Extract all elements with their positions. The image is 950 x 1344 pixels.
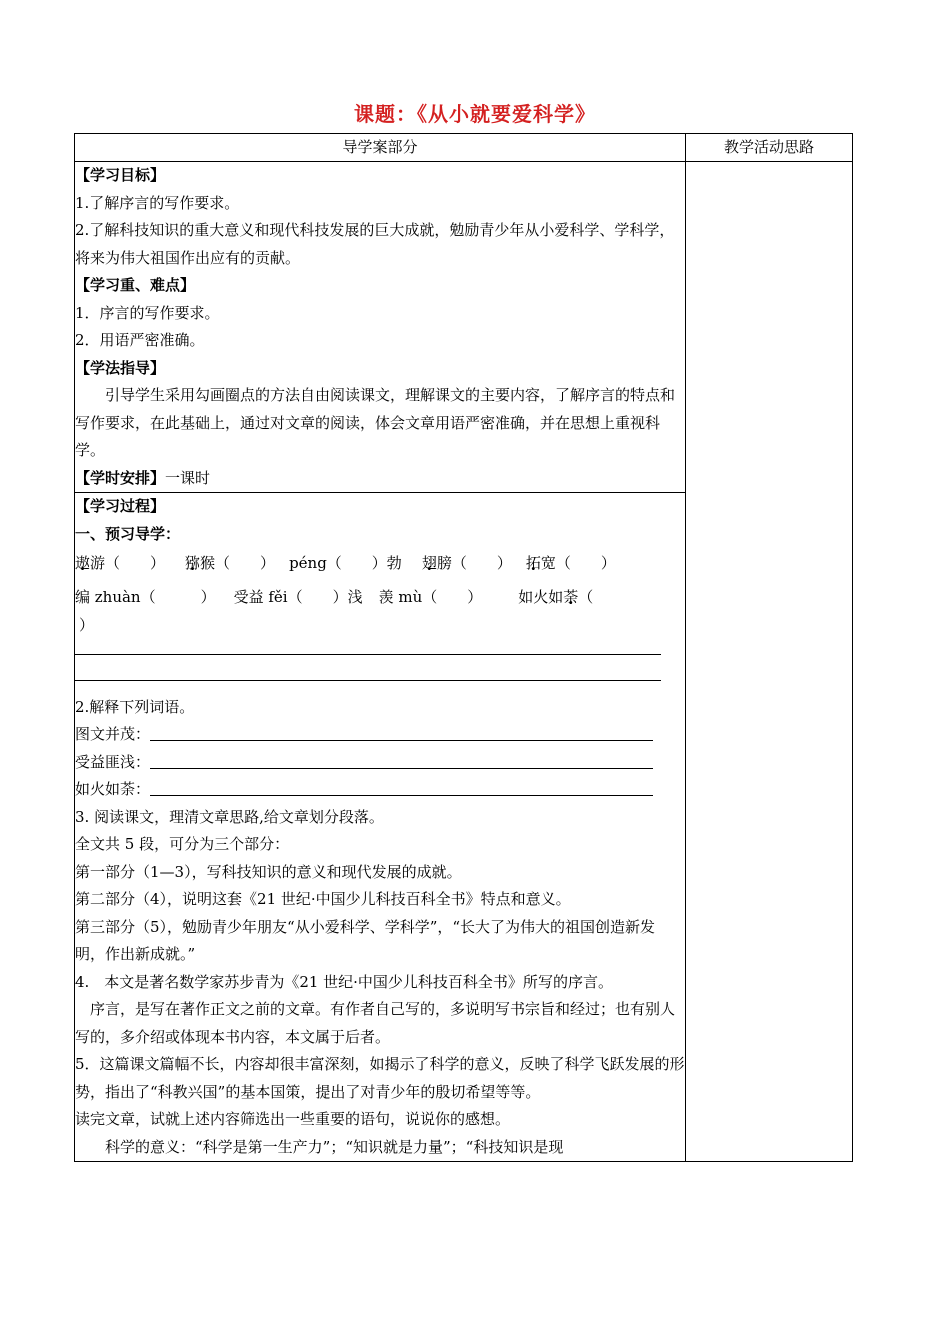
question-5: 5．这篇课文篇幅不长，内容却很丰富深刻，如揭示了科学的意义，反映了科学飞跃发展的形势，指出了“科教兴国”的基本国策，提出了对青少年的殷切希望等等。 xyxy=(75,1055,685,1101)
question-5-b: 科学的意义：“科学是第一生产力”；“知识就是力量”；“科技知识是现 xyxy=(105,1137,564,1156)
word-text: 膀（ ） xyxy=(436,554,512,572)
section-process xyxy=(75,493,686,1162)
answer-line xyxy=(75,642,661,655)
question-3-a: 全文共 5 段，可分为三个部分： xyxy=(75,835,290,853)
time-text: 一课时 xyxy=(165,468,211,487)
question-4-a: 序言，是写在著作正文之前的文章。有作者自己写的，多说明写书宗旨和经过；也有别人写的，多介绍或体现本书内容，本文属于后者。 xyxy=(75,1000,676,1046)
term-row-3 xyxy=(75,776,685,804)
time-heading: 【学时安排】 xyxy=(75,468,166,487)
section-goals-row xyxy=(75,162,853,493)
page-title: 课题：《从小就要爱科学》 xyxy=(354,102,596,126)
explain-heading: 2.解释下列词语。 xyxy=(75,697,195,716)
header-right: 教学活动思路 xyxy=(686,134,853,162)
dotted-char: 猕 xyxy=(185,554,201,572)
word-text: 猴（ ） xyxy=(200,554,276,572)
question-3-d: 第三部分（5），勉励青少年朋友“从小爱科学、学科学”，“长大了为伟大的祖国创造新发明，作出新成就。” xyxy=(75,917,656,963)
answer-line xyxy=(75,668,661,681)
section-goals xyxy=(75,162,686,493)
answer-blank[interactable] xyxy=(150,752,653,769)
teaching-notes-column xyxy=(686,162,853,1162)
term-label: 如火如荼： xyxy=(75,780,151,798)
dotted-char: 翅 xyxy=(421,554,437,572)
preview-heading: 一、预习导学： xyxy=(75,524,181,543)
lesson-table xyxy=(74,133,853,1162)
pinyin-row-1 xyxy=(75,548,685,578)
pinyin-row-3: ） xyxy=(79,616,95,634)
goal-heading: 【学习目标】 xyxy=(75,166,166,184)
method-heading: 【学法指导】 xyxy=(75,358,166,377)
question-3-c: 第二部分（4），说明这套《21 世纪·中国少儿科技百科全书》特点和意义。 xyxy=(75,890,571,908)
answer-blank[interactable] xyxy=(150,779,653,796)
answer-blank[interactable] xyxy=(150,724,653,741)
word-text: péng（ ）勃 xyxy=(289,554,402,572)
question-3-b: 第一部分（1—3），写科技知识的意义和现代发展的成就。 xyxy=(75,862,462,881)
term-label: 图文并茂： xyxy=(75,725,151,743)
key-item-1: 1．序言的写作要求。 xyxy=(75,303,220,322)
term-row-2 xyxy=(75,749,685,777)
word-text: 如火如 xyxy=(518,588,564,606)
word-text: 游（ ） xyxy=(90,554,166,572)
question-4: 4. 本文是著名数学家苏步青为《21 世纪·中国少儿科技百科全书》所写的序言。 xyxy=(75,972,613,991)
dotted-char: 遨 xyxy=(75,554,91,572)
method-text: 引导学生采用勾画圈点的方法自由阅读课文，理解课文的主要内容，了解序言的特点和写作要求，在此基础上，通过对文章的阅读，体会文章用语严密准确，并在思想上重视科学。 xyxy=(75,386,676,459)
term-row-1 xyxy=(75,721,685,749)
word-text: 受益 fěi（ ）浅 xyxy=(233,588,363,606)
dotted-char: 拓 xyxy=(525,554,541,572)
question-3: 3. 阅读课文，理清文章思路,给文章划分段落。 xyxy=(75,807,384,826)
process-heading: 【学习过程】 xyxy=(75,497,166,515)
key-heading: 【学习重、难点】 xyxy=(75,276,196,294)
term-label: 受益匪浅： xyxy=(75,752,151,771)
word-text: （ xyxy=(578,588,594,606)
word-text: 宽（ ） xyxy=(540,554,616,572)
pinyin-row-2 xyxy=(75,582,685,612)
goal-item-2: 2.了解科技知识的重大意义和现代科技发展的巨大成就，勉励青少年从小爱科学、学科学，将来为伟大祖国作出应有的贡献。 xyxy=(75,221,675,267)
header-row xyxy=(75,134,853,162)
header-left: 导学案部分 xyxy=(75,134,686,162)
goal-item-1: 1.了解序言的写作要求。 xyxy=(75,193,240,212)
time-line xyxy=(75,465,685,493)
word-text: 编 zhuàn（ ） xyxy=(75,588,216,606)
word-text: 羡 mù（ ） xyxy=(378,588,483,606)
key-item-2: 2．用语严密准确。 xyxy=(75,331,205,349)
dotted-char: 荼 xyxy=(563,588,579,606)
question-5-a: 读完文章，试就上述内容筛选出一些重要的语句，说说你的感想。 xyxy=(75,1110,511,1128)
